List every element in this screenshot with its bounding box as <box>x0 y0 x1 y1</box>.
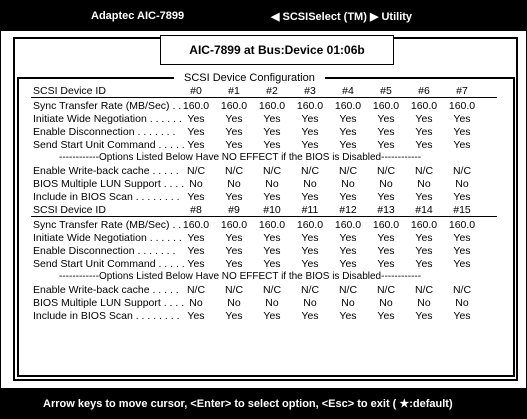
option-value[interactable]: 160.0 <box>410 100 438 112</box>
utility-title <box>271 10 412 23</box>
row-label: SCSI Device ID <box>33 204 106 216</box>
option-value[interactable]: Yes <box>301 191 319 203</box>
option-value[interactable]: Yes <box>453 113 471 125</box>
option-value[interactable]: No <box>417 178 431 190</box>
option-value[interactable]: Yes <box>187 139 205 151</box>
option-value[interactable]: Yes <box>263 191 281 203</box>
section-title: SCSI Device Configuration <box>174 72 325 84</box>
option-value[interactable]: Yes <box>187 310 205 322</box>
option-value[interactable]: Yes <box>187 258 205 270</box>
option-value[interactable]: Yes <box>187 245 205 257</box>
option-value[interactable]: Yes <box>453 245 471 257</box>
option-value[interactable]: Yes <box>377 310 395 322</box>
option-value[interactable]: Yes <box>225 232 243 244</box>
option-value[interactable]: Yes <box>301 245 319 257</box>
row-label: Send Start Unit Command . . . . . <box>33 139 185 151</box>
option-value[interactable]: 160.0 <box>372 219 400 231</box>
device-id-header: #3 <box>304 85 316 97</box>
option-value[interactable]: No <box>455 178 469 190</box>
option-value[interactable]: Yes <box>339 310 357 322</box>
option-value[interactable]: N/C <box>300 165 320 177</box>
row-label: Sync Transfer Rate (MB/Sec) . . <box>33 100 182 112</box>
option-value[interactable]: Yes <box>415 191 433 203</box>
device-id-header: #9 <box>228 204 240 216</box>
option-value[interactable]: Yes <box>453 139 471 151</box>
app-title: Adaptec AIC-7899 <box>91 10 185 22</box>
option-value[interactable]: N/C <box>452 284 472 296</box>
device-id-header: #2 <box>266 85 278 97</box>
option-value[interactable]: No <box>189 178 203 190</box>
option-value[interactable]: Yes <box>415 245 433 257</box>
option-value[interactable]: Yes <box>453 191 471 203</box>
option-value[interactable]: Yes <box>339 245 357 257</box>
device-id-header: #4 <box>342 85 354 97</box>
option-value[interactable]: Yes <box>415 126 433 138</box>
option-value[interactable]: No <box>417 297 431 309</box>
option-value[interactable]: Yes <box>187 113 205 125</box>
bios-notice: ------------Options Listed Below Have NO EFFECT if the BIOS is Disabled------------ <box>59 271 422 282</box>
device-id-header: #5 <box>380 85 392 97</box>
option-value[interactable]: N/C <box>376 284 396 296</box>
option-value[interactable]: Yes <box>453 258 471 270</box>
option-value[interactable]: 160.0 <box>296 219 324 231</box>
config-panel <box>13 37 518 381</box>
option-value[interactable]: Yes <box>415 310 433 322</box>
option-value[interactable]: N/C <box>414 284 434 296</box>
option-value[interactable]: Yes <box>225 310 243 322</box>
option-value[interactable]: Yes <box>339 139 357 151</box>
option-value[interactable]: Yes <box>225 258 243 270</box>
option-value[interactable]: N/C <box>186 284 206 296</box>
device-id-header: #13 <box>377 204 395 216</box>
row-label: Initiate Wide Negotiation . . . . . . <box>33 113 182 125</box>
device-id-header: #6 <box>418 85 430 97</box>
row-label: BIOS Multiple LUN Support . . . . <box>33 297 185 309</box>
option-value[interactable]: Yes <box>225 113 243 125</box>
option-value[interactable]: No <box>303 297 317 309</box>
help-text: Arrow keys to move cursor, <Enter> to select option, <Esc> to exit ( ★:default) <box>43 398 453 410</box>
option-value[interactable]: Yes <box>301 232 319 244</box>
option-value[interactable]: Yes <box>377 126 395 138</box>
device-id-header: #7 <box>456 85 468 97</box>
option-value[interactable]: Yes <box>187 126 205 138</box>
option-value[interactable]: 160.0 <box>182 100 210 112</box>
option-value[interactable]: Yes <box>453 126 471 138</box>
device-id-header: #12 <box>339 204 357 216</box>
divider <box>31 216 497 217</box>
option-value[interactable]: 160.0 <box>334 219 362 231</box>
row-label: Include in BIOS Scan . . . . . . . . <box>33 310 180 322</box>
row-label: Initiate Wide Negotiation . . . . . . <box>33 232 182 244</box>
option-value[interactable]: Yes <box>187 191 205 203</box>
option-value[interactable]: 160.0 <box>448 219 476 231</box>
option-value[interactable]: 160.0 <box>448 100 476 112</box>
device-id-header: #10 <box>263 204 281 216</box>
option-value[interactable]: Yes <box>263 310 281 322</box>
option-value[interactable]: No <box>341 297 355 309</box>
option-value[interactable]: Yes <box>225 126 243 138</box>
left-arrow-icon: ◀ <box>271 11 280 23</box>
option-value[interactable]: Yes <box>453 310 471 322</box>
option-value[interactable]: Yes <box>415 258 433 270</box>
device-id-header: #8 <box>190 204 202 216</box>
option-value[interactable]: Yes <box>415 113 433 125</box>
option-value[interactable]: Yes <box>415 139 433 151</box>
option-value[interactable]: Yes <box>301 113 319 125</box>
option-value[interactable]: No <box>379 297 393 309</box>
option-value[interactable]: Yes <box>225 245 243 257</box>
option-value[interactable]: Yes <box>377 113 395 125</box>
option-value[interactable]: 160.0 <box>410 219 438 231</box>
option-value[interactable]: 160.0 <box>220 219 248 231</box>
bios-notice: ------------Options Listed Below Have NO EFFECT if the BIOS is Disabled------------ <box>59 152 422 163</box>
option-value[interactable]: Yes <box>263 126 281 138</box>
option-value[interactable]: 160.0 <box>182 219 210 231</box>
option-value[interactable]: Yes <box>263 113 281 125</box>
option-value[interactable]: N/C <box>338 284 358 296</box>
row-label: Enable Disconnection . . . . . . . <box>33 126 176 138</box>
option-value[interactable]: 160.0 <box>372 100 400 112</box>
option-value[interactable]: N/C <box>186 165 206 177</box>
option-value[interactable]: Yes <box>301 310 319 322</box>
option-value[interactable]: Yes <box>339 232 357 244</box>
option-value[interactable]: No <box>265 178 279 190</box>
option-value[interactable]: Yes <box>377 258 395 270</box>
device-id-header: #15 <box>453 204 471 216</box>
device-id-header: #1 <box>228 85 240 97</box>
right-arrow-icon: ▶ <box>369 11 379 23</box>
option-value[interactable]: Yes <box>225 139 243 151</box>
option-value[interactable]: Yes <box>187 232 205 244</box>
option-value[interactable]: No <box>455 297 469 309</box>
option-value[interactable]: Yes <box>377 191 395 203</box>
option-value[interactable]: N/C <box>300 284 320 296</box>
option-value[interactable]: N/C <box>376 165 396 177</box>
option-value[interactable]: Yes <box>225 191 243 203</box>
option-value[interactable]: Yes <box>453 232 471 244</box>
option-value[interactable]: 160.0 <box>296 100 324 112</box>
option-value[interactable]: Yes <box>263 139 281 151</box>
row-label: Enable Write-back cache . . . . . <box>33 165 179 177</box>
option-value[interactable]: 160.0 <box>334 100 362 112</box>
row-label: Include in BIOS Scan . . . . . . . . <box>33 191 180 203</box>
option-value[interactable]: No <box>303 178 317 190</box>
option-value[interactable]: No <box>341 178 355 190</box>
row-label: Enable Disconnection . . . . . . . <box>33 245 176 257</box>
help-bar <box>1 388 526 418</box>
option-value[interactable]: Yes <box>377 245 395 257</box>
option-value[interactable]: Yes <box>301 258 319 270</box>
option-value[interactable]: N/C <box>224 284 244 296</box>
option-value[interactable]: Yes <box>263 258 281 270</box>
option-value[interactable]: 160.0 <box>220 100 248 112</box>
row-label: Send Start Unit Command . . . . . <box>33 258 185 270</box>
title-bar <box>1 1 526 31</box>
option-value[interactable]: No <box>189 297 203 309</box>
option-value[interactable]: 160.0 <box>258 219 286 231</box>
row-label: BIOS Multiple LUN Support . . . . <box>33 178 185 190</box>
device-id-header: #0 <box>190 85 202 97</box>
option-value[interactable]: Yes <box>339 113 357 125</box>
option-value[interactable]: Yes <box>339 258 357 270</box>
row-label: Sync Transfer Rate (MB/Sec) . . <box>33 219 182 231</box>
option-value[interactable]: N/C <box>224 165 244 177</box>
option-value[interactable]: Yes <box>377 139 395 151</box>
device-id-header: #11 <box>301 204 319 216</box>
device-config-table <box>17 72 515 377</box>
divider <box>31 97 497 98</box>
option-value[interactable]: Yes <box>263 245 281 257</box>
row-label: Enable Write-back cache . . . . . <box>33 284 179 296</box>
row-label: SCSI Device ID <box>33 85 106 97</box>
option-value[interactable]: No <box>227 178 241 190</box>
option-value[interactable]: Yes <box>339 126 357 138</box>
option-value[interactable]: N/C <box>338 165 358 177</box>
option-value[interactable]: N/C <box>262 165 282 177</box>
option-value[interactable]: No <box>265 297 279 309</box>
option-value[interactable]: No <box>227 297 241 309</box>
option-value[interactable]: Yes <box>415 232 433 244</box>
option-value[interactable]: No <box>379 178 393 190</box>
option-value[interactable]: N/C <box>262 284 282 296</box>
option-value[interactable]: N/C <box>452 165 472 177</box>
option-value[interactable]: Yes <box>339 191 357 203</box>
option-value[interactable]: N/C <box>414 165 434 177</box>
option-value[interactable]: Yes <box>301 139 319 151</box>
option-value[interactable]: Yes <box>263 232 281 244</box>
option-value[interactable]: Yes <box>301 126 319 138</box>
utility-name: SCSISelect (TM) <box>282 11 367 23</box>
option-value[interactable]: Yes <box>377 232 395 244</box>
option-value[interactable]: 160.0 <box>258 100 286 112</box>
device-id-header: #14 <box>415 204 433 216</box>
utility-suffix: Utility <box>381 11 413 23</box>
bus-device-header: AIC-7899 at Bus:Device 01:06b <box>160 35 394 65</box>
